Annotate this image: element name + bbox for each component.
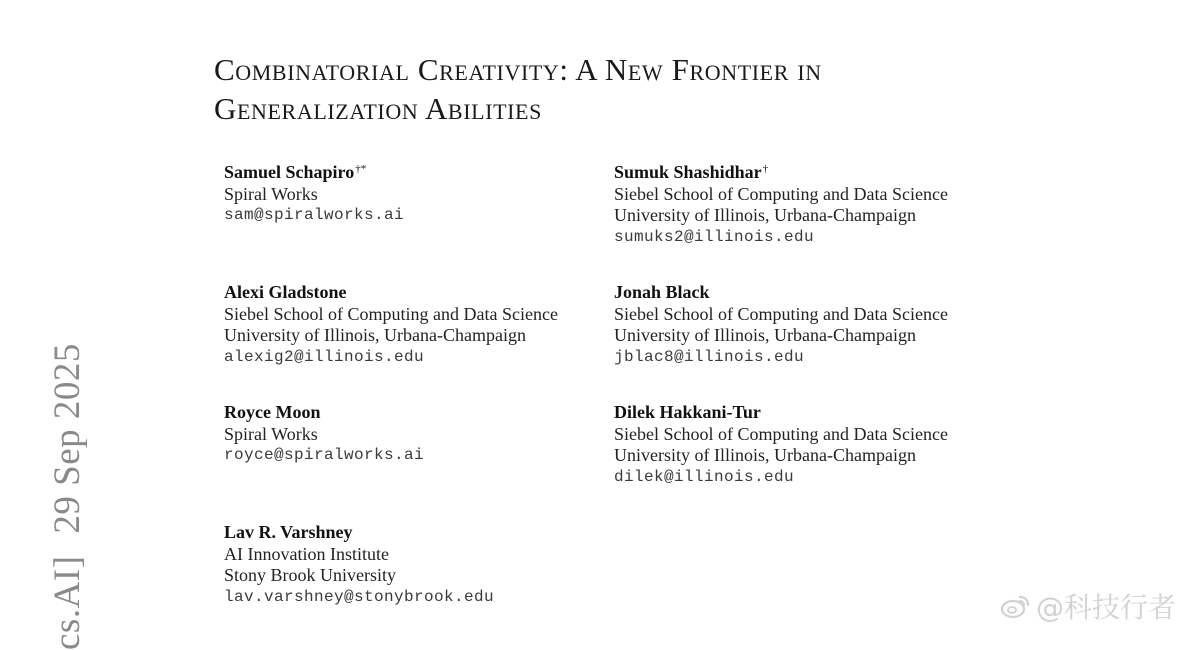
author-block [224, 162, 404, 227]
author-block [614, 402, 948, 488]
arxiv-category: cs.AI] [47, 555, 88, 650]
author-email: alexig2@illinois.edu [224, 347, 425, 366]
author-email: royce@spiralworks.ai [224, 446, 425, 464]
author-block [224, 282, 558, 368]
author-block [224, 522, 494, 608]
author-name: Dilek Hakkani-Tur [614, 402, 761, 422]
author-email: sam@spiralworks.ai [224, 206, 405, 224]
author-name [224, 162, 404, 184]
author-affiliation: University of Illinois, Urbana-Champaign [614, 205, 916, 225]
author-name-text: Sumuk Shashidhar [614, 162, 762, 182]
author-block [614, 162, 948, 248]
title-line-2: Generalization Abilities [214, 91, 542, 126]
author-email: dilek@illinois.edu [614, 467, 795, 486]
watermark [1000, 586, 1176, 626]
author-affiliation: Siebel School of Computing and Data Science [614, 423, 948, 444]
author-name: Royce Moon [224, 402, 321, 422]
author-footnote-marks: †* [355, 163, 367, 175]
author-affiliation: Stony Brook University [224, 565, 397, 585]
author-affiliation: University of Illinois, Urbana-Champaign [614, 325, 916, 345]
author-affiliation: Siebel School of Computing and Data Science [614, 183, 948, 204]
author-affiliation: University of Illinois, Urbana-Champaign [614, 445, 916, 465]
paper-title [214, 50, 1074, 128]
author-email: lav.varshney@stonybrook.edu [224, 587, 495, 606]
author-email: sumuks2@illinois.edu [614, 227, 815, 246]
author-affiliation: Siebel School of Computing and Data Science [224, 303, 558, 324]
author-name: Lav R. Varshney [224, 522, 353, 542]
author-block [224, 402, 424, 467]
author-name-text: Samuel Schapiro [224, 162, 355, 182]
author-affiliation: Spiral Works [224, 183, 318, 204]
author-affiliation: Spiral Works [224, 423, 318, 444]
author-block [614, 282, 948, 368]
weibo-logo-icon [1000, 593, 1030, 619]
author-footnote-marks: † [762, 163, 769, 175]
author-affiliation: University of Illinois, Urbana-Champaign [224, 325, 526, 345]
author-name: Jonah Black [614, 282, 710, 302]
author-email: jblac8@illinois.edu [614, 347, 805, 366]
title-line-1: Combinatorial Creativity: A New Frontier in [214, 52, 822, 87]
author-name [614, 162, 948, 184]
arxiv-date: 29 Sep 2025 [47, 343, 88, 534]
arxiv-side-stamp [46, 343, 89, 650]
author-affiliation: Siebel School of Computing and Data Science [614, 303, 948, 324]
watermark-text: @科技行者 [1035, 591, 1176, 624]
author-name: Alexi Gladstone [224, 282, 347, 302]
author-affiliation: AI Innovation Institute [224, 543, 389, 564]
